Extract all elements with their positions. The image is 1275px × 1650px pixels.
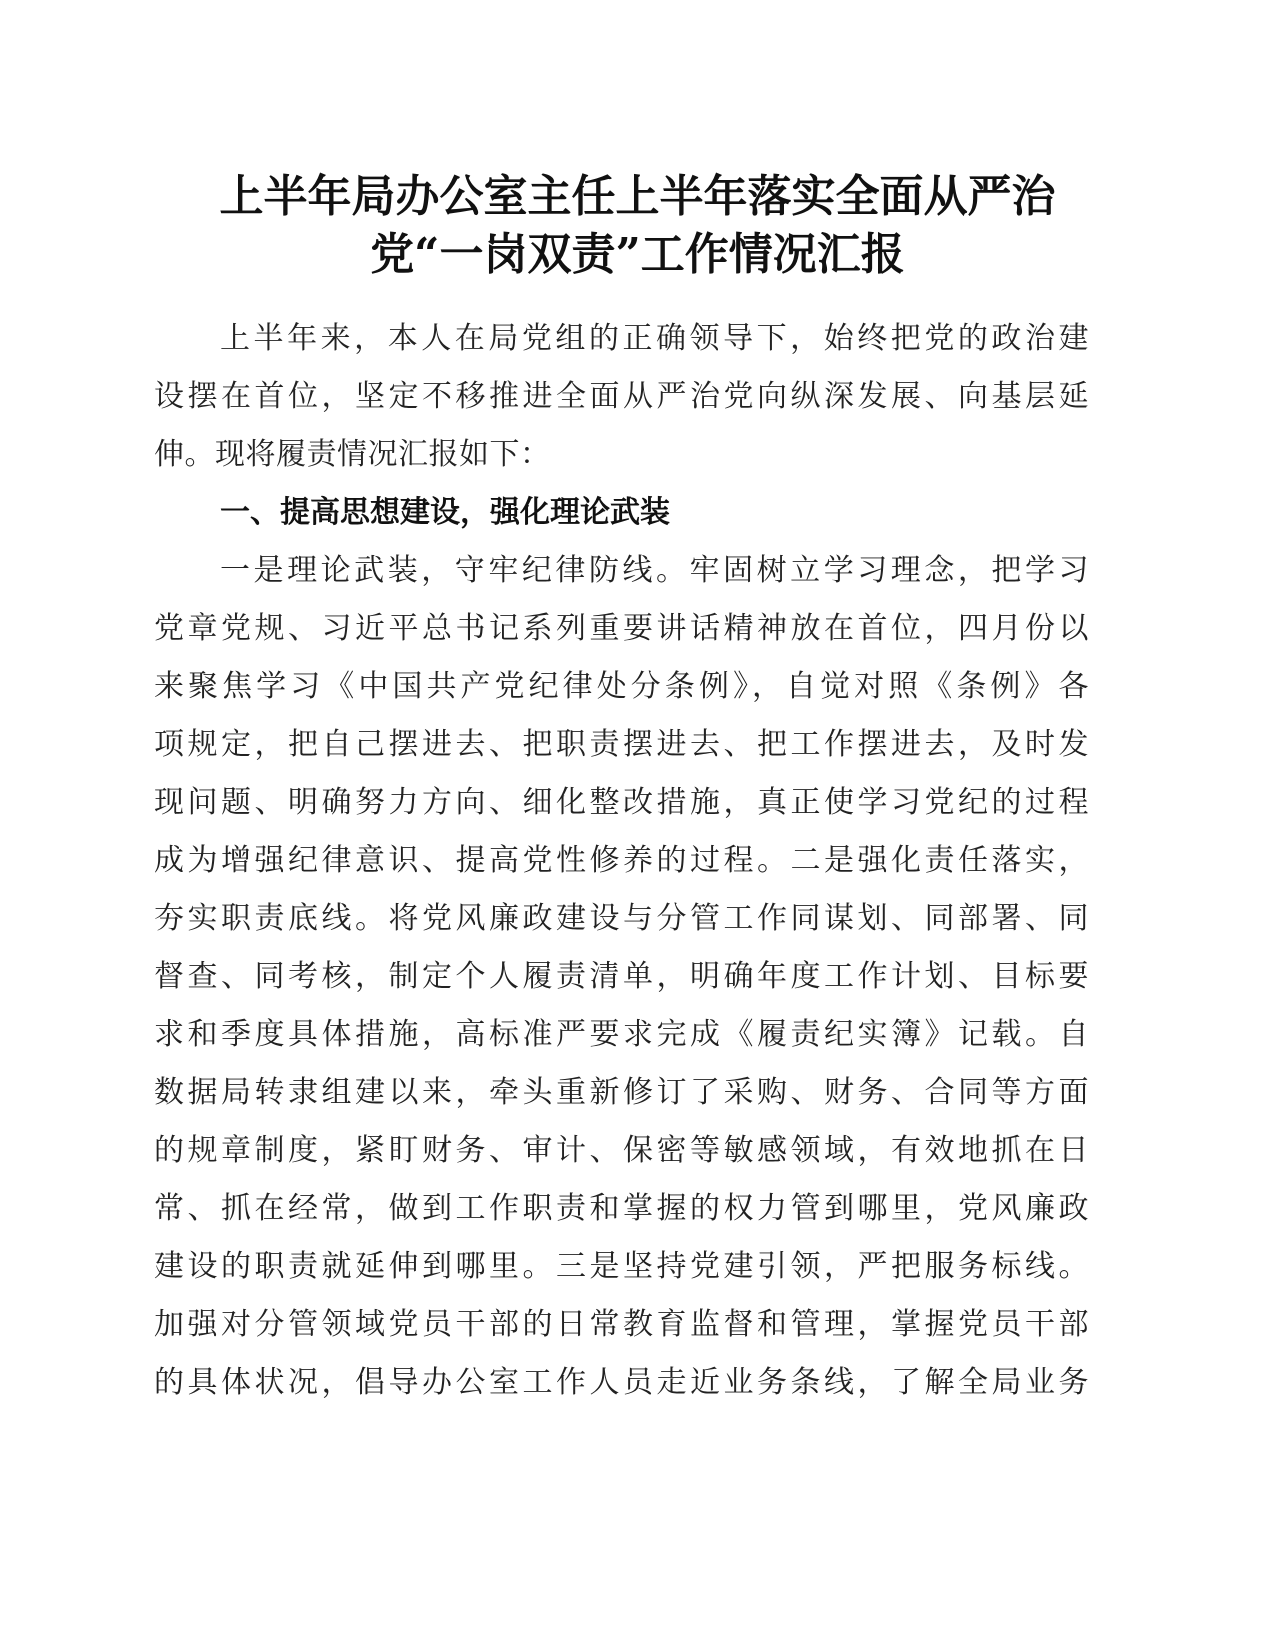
body-line: 党章党规、习近平总书记系列重要讲话精神放在首位，四月份以 [154,611,1089,646]
body-line: 夯实职责底线。将党风廉政建设与分管工作同谋划、同部署、同 [154,901,1089,936]
title-line-2: 党“一岗双责”工作情况汇报 [370,229,905,280]
intro-line: 设摆在首位，坚定不移推进全面从严治党向纵深发展、向基层延 [154,379,1089,414]
intro-line: 上半年来，本人在局党组的正确领导下，始终把党的政治建 [220,321,1089,356]
body-line: 督查、同考核，制定个人履责清单，明确年度工作计划、目标要 [154,959,1089,994]
section-heading: 一、提高思想建设，强化理论武装 [220,495,670,530]
body-line: 的具体状况，倡导办公室工作人员走近业务条线，了解全局业务 [154,1365,1089,1400]
body-line: 常、抓在经常，做到工作职责和掌握的权力管到哪里，党风廉政 [154,1191,1089,1226]
body-line: 求和季度具体措施，高标准严要求完成《履责纪实簿》记载。自 [154,1017,1089,1052]
body-line: 来聚焦学习《中国共产党纪律处分条例》，自觉对照《条例》各 [154,669,1089,704]
intro-line: 伸。现将履责情况汇报如下： [154,437,551,472]
body-line: 项规定，把自己摆进去、把职责摆进去、把工作摆进去，及时发 [154,727,1089,762]
body-line: 成为增强纪律意识、提高党性修养的过程。二是强化责任落实， [154,843,1089,878]
body-line: 加强对分管领域党员干部的日常教育监督和管理，掌握党员干部 [154,1307,1089,1342]
document-title [150,168,1125,284]
document-body [154,310,1089,1412]
body-line: 建设的职责就延伸到哪里。三是坚持党建引领，严把服务标线。 [154,1249,1089,1284]
body-line: 现问题、明确努力方向、细化整改措施，真正使学习党纪的过程 [154,785,1089,820]
body-line: 数据局转隶组建以来，牵头重新修订了采购、财务、合同等方面 [154,1075,1089,1110]
title-line-1: 上半年局办公室主任上半年落实全面从严治 [219,171,1056,222]
body-line: 一是理论武装，守牢纪律防线。牢固树立学习理念，把学习 [220,553,1089,588]
body-line: 的规章制度，紧盯财务、审计、保密等敏感领域，有效地抓在日 [154,1133,1089,1168]
